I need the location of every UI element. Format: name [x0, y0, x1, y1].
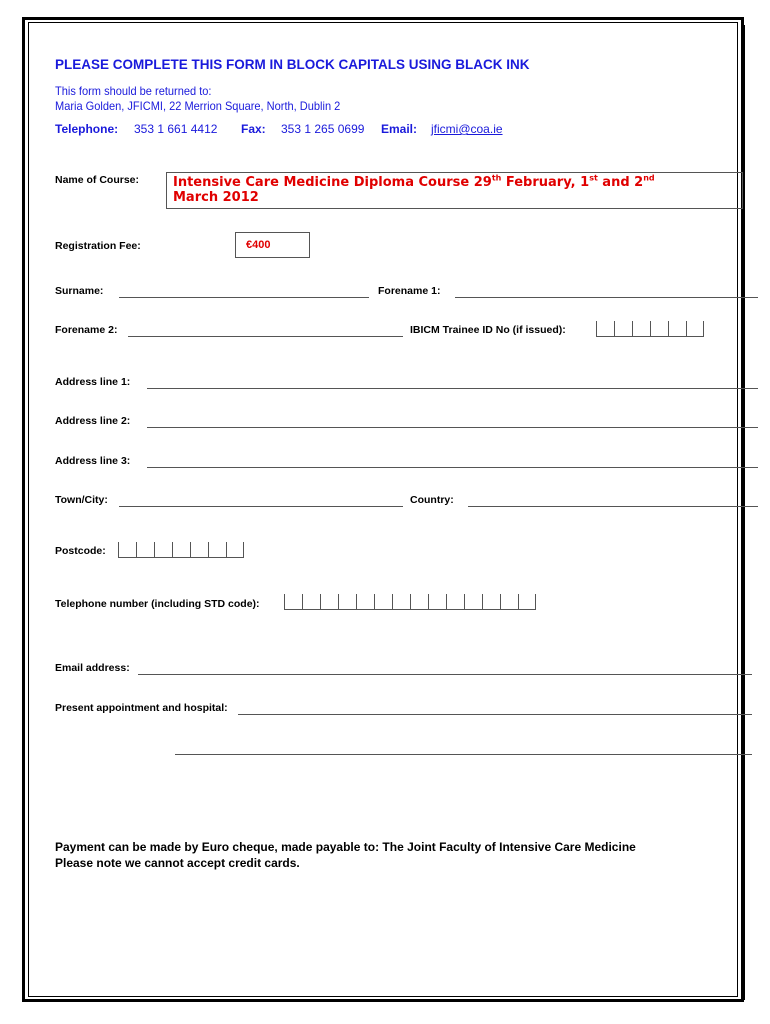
telephone-cell[interactable] [482, 594, 500, 609]
postcode-cell[interactable] [118, 542, 136, 557]
telephone-cell[interactable] [518, 594, 536, 609]
trainee-id-cell[interactable] [650, 321, 668, 336]
course-label: Name of Course: [55, 174, 140, 186]
telephone-number-cells[interactable] [284, 594, 536, 610]
town-field[interactable] [119, 506, 403, 507]
telephone-value: 353 1 661 4412 [134, 122, 218, 136]
telephone-cell[interactable] [284, 594, 302, 609]
telephone-cell[interactable] [302, 594, 320, 609]
forename2-label: Forename 2: [55, 324, 118, 336]
surname-field[interactable] [119, 297, 369, 298]
trainee-id-cell[interactable] [596, 321, 614, 336]
course-name-box: Intensive Care Medicine Diploma Course 29th February, 1st and 2nd March 2012 [166, 172, 743, 209]
town-label: Town/City: [55, 494, 108, 506]
appointment-field-continued[interactable] [175, 754, 752, 755]
telephone-cell[interactable] [338, 594, 356, 609]
fax-value: 353 1 265 0699 [281, 122, 365, 136]
telephone-cell[interactable] [356, 594, 374, 609]
postcode-cell[interactable] [208, 542, 226, 557]
address2-label: Address line 2: [55, 415, 131, 427]
country-field[interactable] [468, 506, 758, 507]
registration-fee-value: €400 [235, 232, 310, 258]
postcode-cell[interactable] [226, 542, 244, 557]
email-address-label: Email address: [55, 662, 130, 674]
appointment-field[interactable] [238, 714, 752, 715]
return-instruction: This form should be returned to: [55, 84, 212, 98]
trainee-id-cell[interactable] [668, 321, 686, 336]
address3-field[interactable] [147, 467, 758, 468]
payment-instruction: Payment can be made by Euro cheque, made payable to: The Joint Faculty of Intensive Care Medicine [55, 840, 636, 854]
appointment-label: Present appointment and hospital: [55, 702, 228, 714]
telephone-cell[interactable] [374, 594, 392, 609]
form-instruction: PLEASE COMPLETE THIS FORM IN BLOCK CAPITALS USING BLACK INK [55, 57, 530, 72]
forename2-field[interactable] [128, 336, 403, 337]
registration-fee-label: Registration Fee: [55, 240, 141, 252]
telephone-cell[interactable] [410, 594, 428, 609]
postcode-cell[interactable] [154, 542, 172, 557]
trainee-id-cell[interactable] [632, 321, 650, 336]
postcode-cell[interactable] [172, 542, 190, 557]
telephone-cell[interactable] [320, 594, 338, 609]
address2-field[interactable] [147, 427, 758, 428]
country-label: Country: [410, 494, 454, 506]
address1-field[interactable] [147, 388, 758, 389]
trainee-id-label: IBICM Trainee ID No (if issued): [410, 324, 566, 336]
fax-label: Fax: [241, 122, 266, 136]
email-address-field[interactable] [138, 674, 752, 675]
forename1-label: Forename 1: [378, 285, 441, 297]
credit-card-notice: Please note we cannot accept credit cards. [55, 856, 300, 870]
email-label: Email: [381, 122, 418, 136]
return-address: Maria Golden, JFICMI, 22 Merrion Square, North, Dublin 2 [55, 99, 341, 113]
telephone-cell[interactable] [500, 594, 518, 609]
trainee-id-cell[interactable] [614, 321, 632, 336]
telephone-label: Telephone: [55, 122, 119, 136]
forename1-field[interactable] [455, 297, 758, 298]
postcode-cell[interactable] [136, 542, 154, 557]
payment-note [55, 839, 636, 871]
trainee-id-cell[interactable] [686, 321, 704, 336]
address3-label: Address line 3: [55, 455, 131, 467]
telephone-cell[interactable] [392, 594, 410, 609]
postcode-label: Postcode: [55, 545, 106, 557]
email-link[interactable]: jficmi@coa.ie [431, 122, 503, 136]
postcode-cells[interactable] [118, 542, 244, 558]
surname-label: Surname: [55, 285, 104, 297]
address1-label: Address line 1: [55, 376, 131, 388]
trainee-id-cells[interactable] [596, 321, 704, 337]
postcode-cell[interactable] [190, 542, 208, 557]
telephone-cell[interactable] [428, 594, 446, 609]
telephone-cell[interactable] [464, 594, 482, 609]
telephone-number-label: Telephone number (including STD code): [55, 598, 260, 610]
telephone-cell[interactable] [446, 594, 464, 609]
